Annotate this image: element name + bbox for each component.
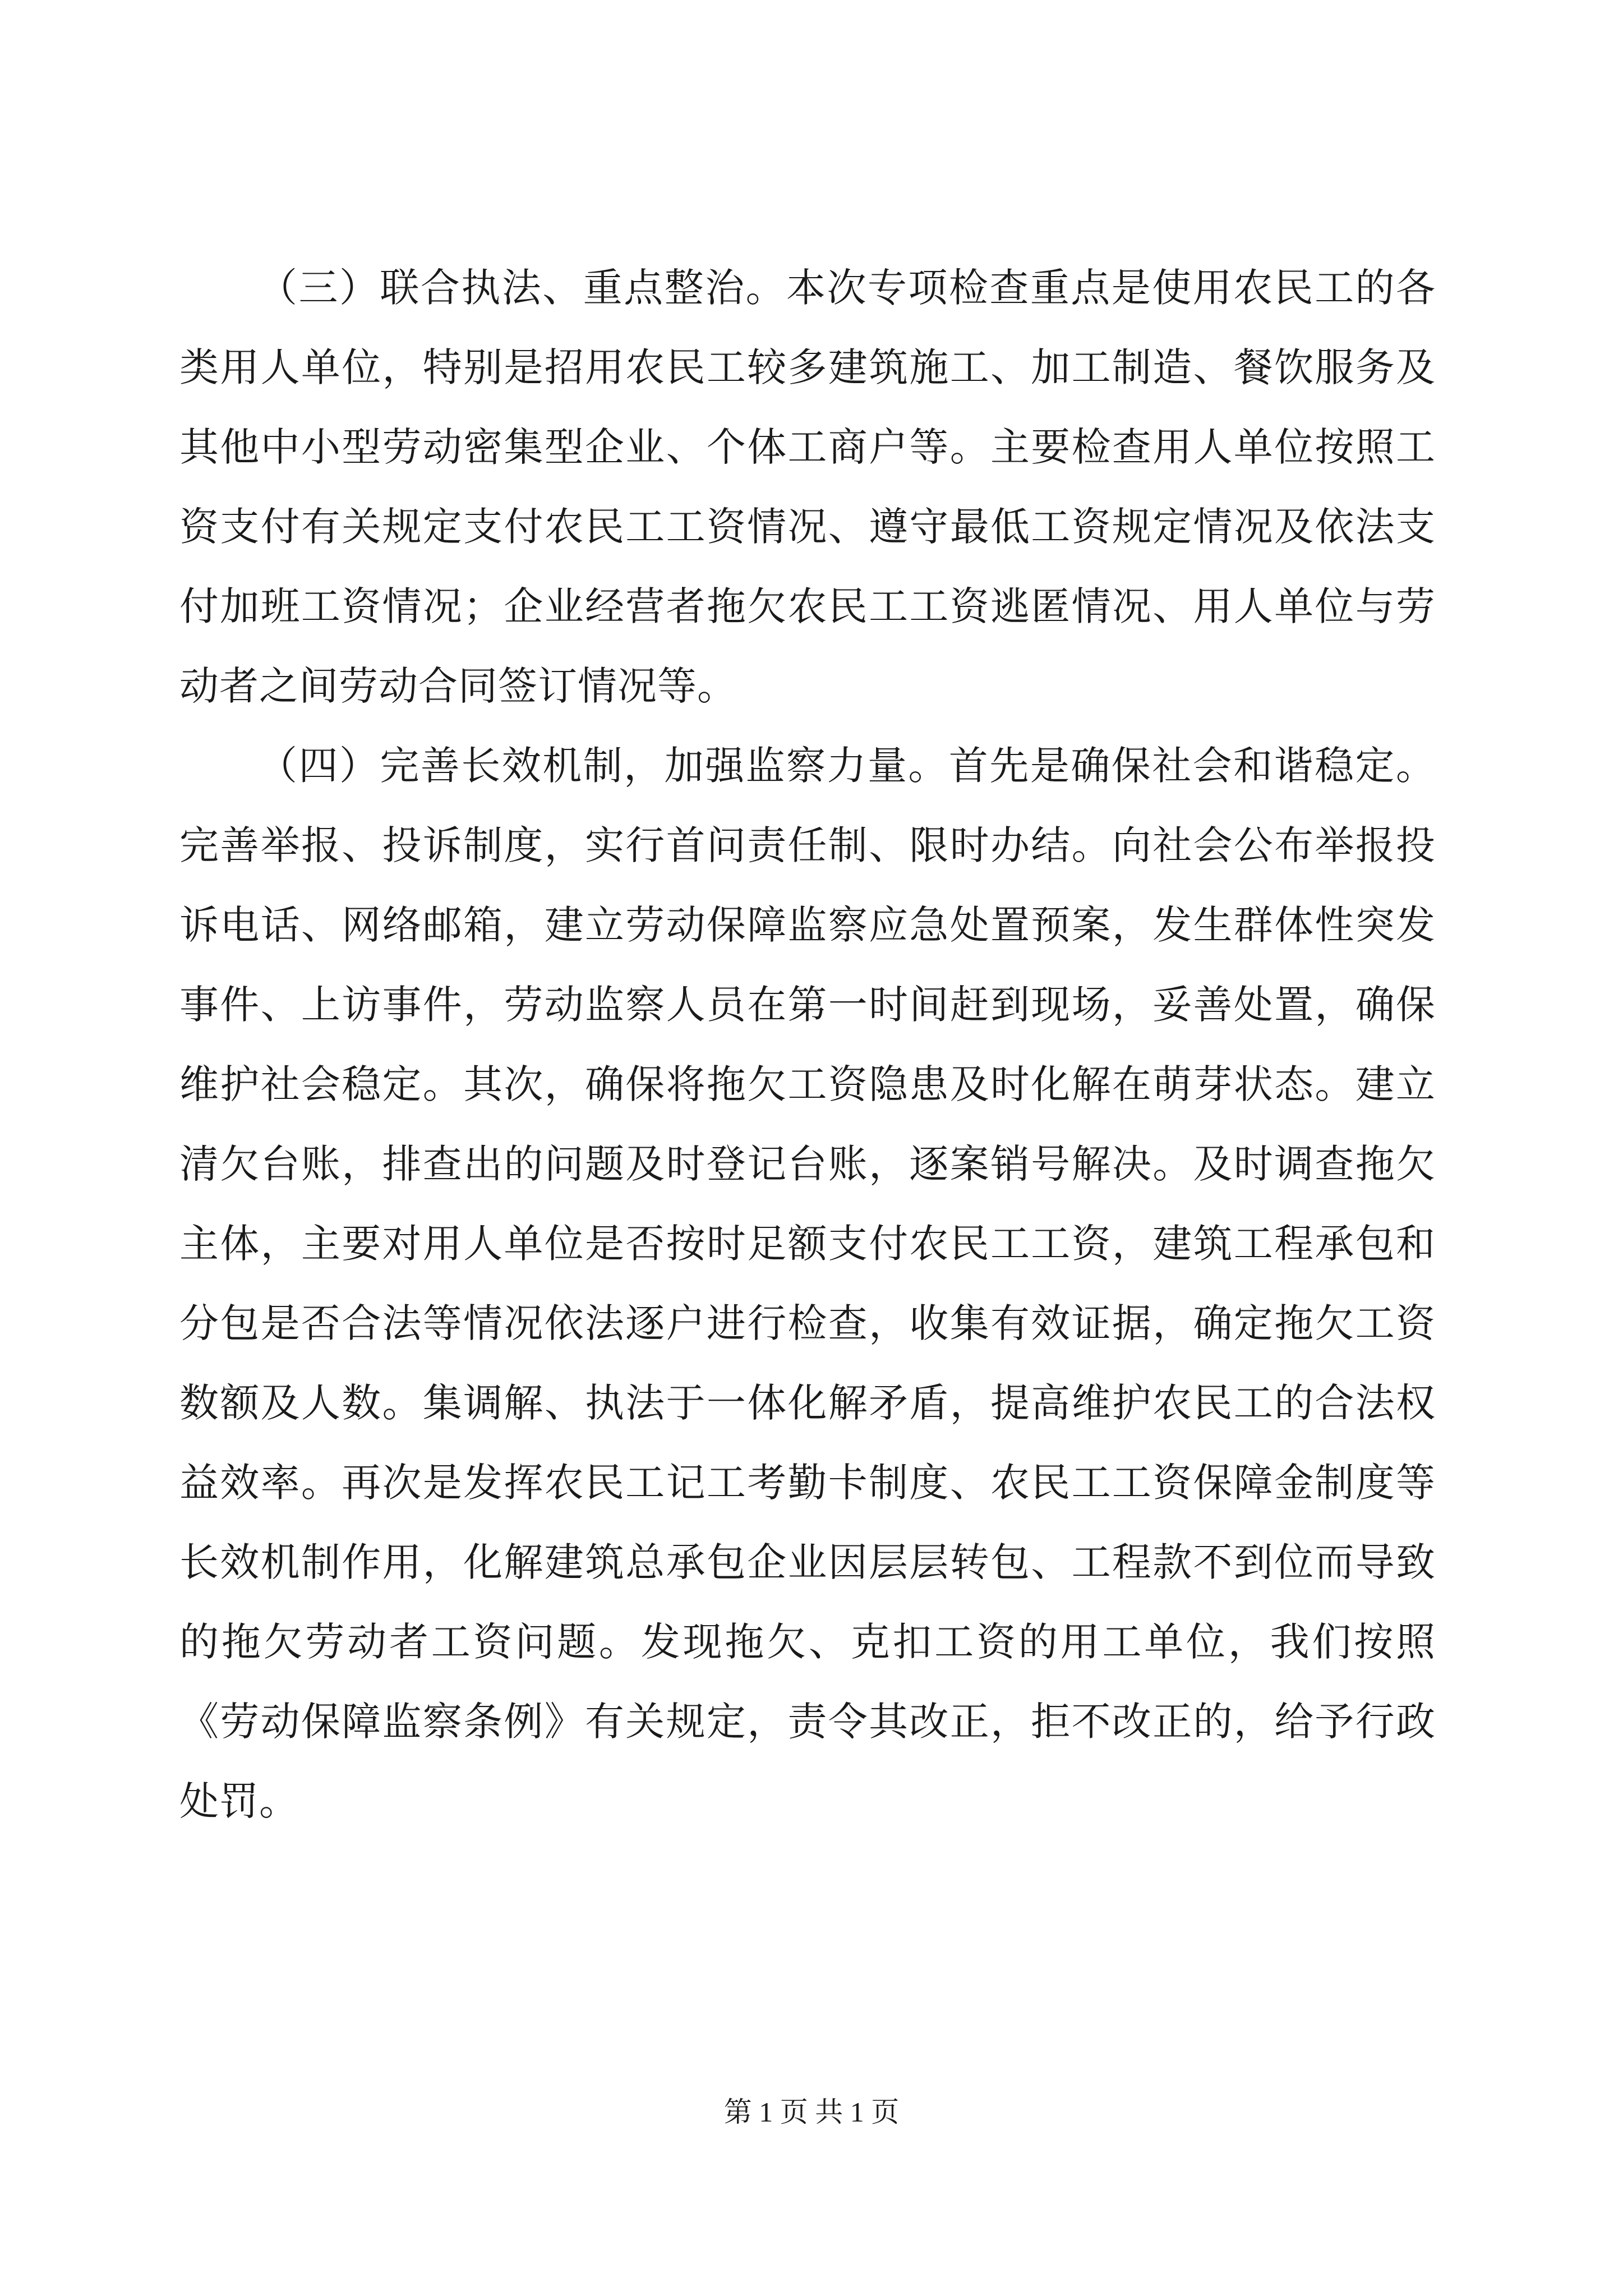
paragraph-section-3: （三）联合执法、重点整治。本次专项检查重点是使用农民工的各类用人单位，特别是招用农民工较多建筑施工、加工制造、餐饮服务及其他中小型劳动密集型企业、个体工商户等。主要检查用人单位按照工资支付有关规定支付农民工工资情况、遵守最低工资规定情况及依法支付加班工资情况；企业经营者拖欠农民工工资逃匿情况、用人单位与劳动者之间劳动合同签订情况等。: [179, 265, 1436, 709]
document-body: [179, 248, 1436, 1841]
paragraph-section-4: （四）完善长效机制，加强监察力量。首先是确保社会和谐稳定。完善举报、投诉制度，实行首问责任制、限时办结。向社会公布举报投诉电话、网络邮箱，建立劳动保障监察应急处置预案，发生群体性突发事件、上访事件，劳动监察人员在第一时间赶到现场，妥善处置，确保维护社会稳定。其次，确保将拖欠工资隐患及时化解在萌芽状态。建立清欠台账，排查出的问题及时登记台账，逐案销号解决。及时调查拖欠主体，主要对用人单位是否按时足额支付农民工工资，建筑工程承包和分包是否合法等情况依法逐户进行检查，收集有效证据，确定拖欠工资数额及人数。集调解、执法于一体化解矛盾，提高维护农民工的合法权益效率。再次是发挥农民工记工考勤卡制度、农民工工资保障金制度等长效机制作用，化解建筑总承包企业因层层转包、工程款不到位而导致的拖欠劳动者工资问题。发现拖欠、克扣工资的用工单位，我们按照《劳动保障监察条例》有关规定，责令其改正，拒不改正的，给予行政处罚。: [179, 743, 1436, 1824]
page-footer: 第 1 页 共 1 页: [723, 2096, 900, 2128]
